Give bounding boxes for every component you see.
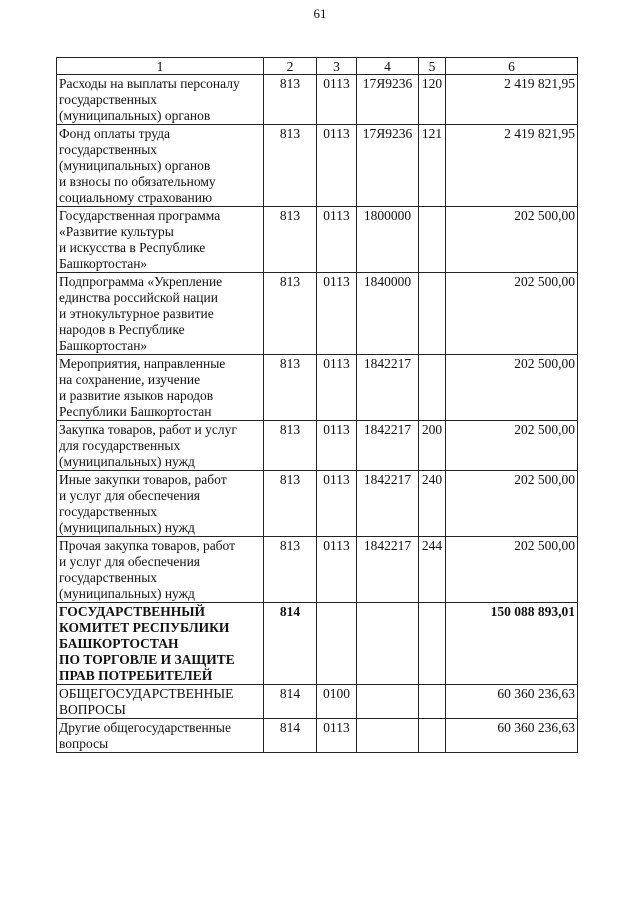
row-section-code <box>317 603 357 685</box>
table-row <box>57 537 578 603</box>
row-chapter-code: 813 <box>264 75 317 125</box>
row-name-cell: Расходы на выплаты персоналу государственных (муниципальных) органов <box>57 75 264 125</box>
row-section-code: 0113 <box>317 471 357 537</box>
header-cell-4: 4 <box>357 58 419 75</box>
table-row <box>57 125 578 207</box>
row-chapter-code: 813 <box>264 537 317 603</box>
row-target-code: 1842217 <box>357 355 419 421</box>
row-name-cell: Государственная программа «Развитие культуры и искусства в Республике Башкортостан» <box>57 207 264 273</box>
row-target-code <box>357 603 419 685</box>
page-number: 61 <box>313 6 327 21</box>
row-name-cell: Фонд оплаты труда государственных (муниципальных) органов и взносы по обязательному социальному страхованию <box>57 125 264 207</box>
header-cell-5: 5 <box>419 58 446 75</box>
row-expense-type-code <box>419 355 446 421</box>
row-amount: 150 088 893,01 <box>446 603 578 685</box>
table-row <box>57 471 578 537</box>
row-chapter-code: 814 <box>264 719 317 753</box>
header-row <box>57 58 578 75</box>
table-row <box>57 355 578 421</box>
row-amount: 202 500,00 <box>446 207 578 273</box>
row-expense-type-code <box>419 603 446 685</box>
row-amount: 60 360 236,63 <box>446 719 578 753</box>
row-chapter-code: 813 <box>264 471 317 537</box>
row-expense-type-code <box>419 207 446 273</box>
row-section-code: 0113 <box>317 273 357 355</box>
row-section-code: 0113 <box>317 207 357 273</box>
row-section-code: 0113 <box>317 537 357 603</box>
row-expense-type-code <box>419 719 446 753</box>
row-amount: 2 419 821,95 <box>446 125 578 207</box>
row-name-cell: ОБЩЕГОСУДАРСТВЕННЫЕ ВОПРОСЫ <box>57 685 264 719</box>
row-amount: 2 419 821,95 <box>446 75 578 125</box>
row-name-cell: Прочая закупка товаров, работ и услуг для обеспечения государственных (муниципальных) нужд <box>57 537 264 603</box>
row-chapter-code: 814 <box>264 603 317 685</box>
row-target-code: 1840000 <box>357 273 419 355</box>
row-amount: 202 500,00 <box>446 471 578 537</box>
row-chapter-code: 813 <box>264 421 317 471</box>
header-cell-1: 1 <box>57 58 264 75</box>
row-chapter-code: 813 <box>264 125 317 207</box>
table-row <box>57 207 578 273</box>
row-expense-type-code: 240 <box>419 471 446 537</box>
budget-table <box>56 57 578 753</box>
row-section-code: 0100 <box>317 685 357 719</box>
table-row <box>57 421 578 471</box>
row-expense-type-code: 120 <box>419 75 446 125</box>
row-name-cell: Закупка товаров, работ и услуг для государственных (муниципальных) нужд <box>57 421 264 471</box>
row-amount: 202 500,00 <box>446 355 578 421</box>
row-name-cell: Другие общегосударственные вопросы <box>57 719 264 753</box>
row-target-code: 17Я9236 <box>357 75 419 125</box>
row-name-cell: ГОСУДАРСТВЕННЫЙ КОМИТЕТ РЕСПУБЛИКИ БАШКОРТОСТАН ПО ТОРГОВЛЕ И ЗАЩИТЕ ПРАВ ПОТРЕБИТЕЛЕЙ <box>57 603 264 685</box>
table-row <box>57 273 578 355</box>
row-target-code: 17Я9236 <box>357 125 419 207</box>
row-target-code: 1842217 <box>357 471 419 537</box>
row-target-code: 1842217 <box>357 537 419 603</box>
header-cell-2: 2 <box>264 58 317 75</box>
table-row <box>57 75 578 125</box>
row-amount: 60 360 236,63 <box>446 685 578 719</box>
table-row <box>57 603 578 685</box>
row-expense-type-code: 244 <box>419 537 446 603</box>
row-target-code <box>357 685 419 719</box>
row-expense-type-code: 121 <box>419 125 446 207</box>
row-section-code: 0113 <box>317 125 357 207</box>
row-expense-type-code: 200 <box>419 421 446 471</box>
row-name-cell: Иные закупки товаров, работ и услуг для обеспечения государственных (муниципальных) нужд <box>57 471 264 537</box>
row-chapter-code: 814 <box>264 685 317 719</box>
row-amount: 202 500,00 <box>446 537 578 603</box>
row-chapter-code: 813 <box>264 207 317 273</box>
table-row <box>57 685 578 719</box>
row-amount: 202 500,00 <box>446 273 578 355</box>
row-target-code: 1800000 <box>357 207 419 273</box>
row-section-code: 0113 <box>317 355 357 421</box>
row-chapter-code: 813 <box>264 355 317 421</box>
row-section-code: 0113 <box>317 421 357 471</box>
header-cell-3: 3 <box>317 58 357 75</box>
row-target-code: 1842217 <box>357 421 419 471</box>
row-section-code: 0113 <box>317 719 357 753</box>
row-amount: 202 500,00 <box>446 421 578 471</box>
table-row <box>57 719 578 753</box>
row-expense-type-code <box>419 273 446 355</box>
row-name-cell: Подпрограмма «Укрепление единства российской нации и этнокультурное развитие народов в Республике Башкортостан» <box>57 273 264 355</box>
row-expense-type-code <box>419 685 446 719</box>
header-cell-6: 6 <box>446 58 578 75</box>
row-chapter-code: 813 <box>264 273 317 355</box>
row-target-code <box>357 719 419 753</box>
row-section-code: 0113 <box>317 75 357 125</box>
row-name-cell: Мероприятия, направленные на сохранение, изучение и развитие языков народов Республики Башкортостан <box>57 355 264 421</box>
